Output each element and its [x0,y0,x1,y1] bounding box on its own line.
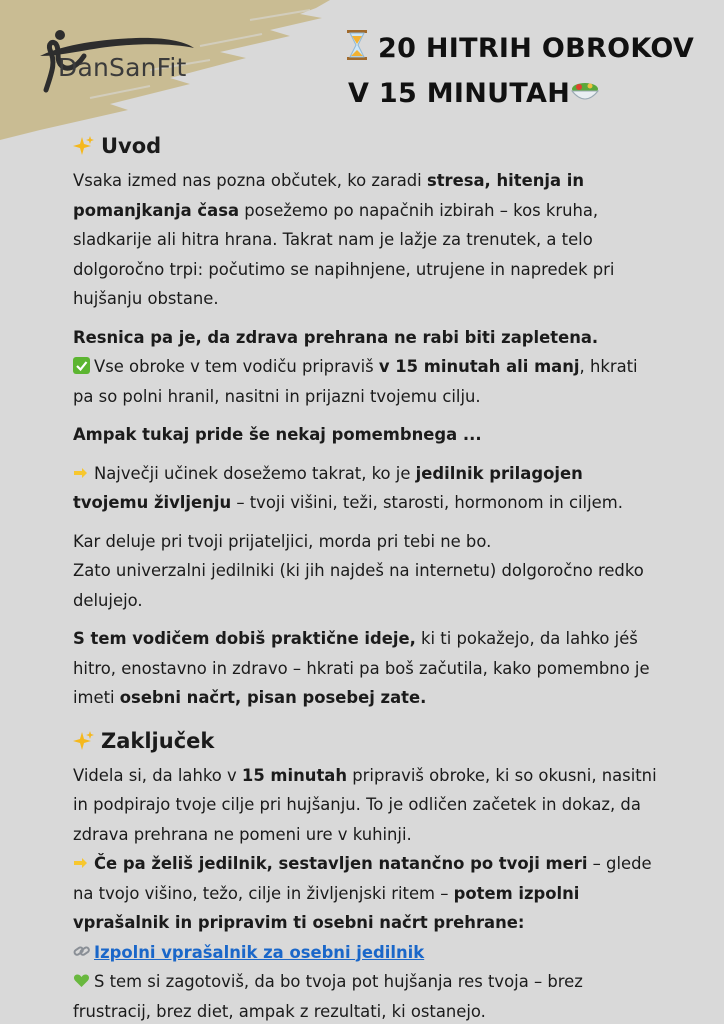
zakljucek-paragraph-2 [73,849,663,1024]
text: Kar deluje pri tvoji prijateljici, morda pri tebi ne bo. [73,531,492,551]
bold-text: osebni načrt, pisan posebej zate. [119,688,427,707]
bold-text: Če pa želiš jedilnik, sestavljen natančno po tvoji meri [94,854,588,873]
text: Zato univerzalni jedilniki (ki jih najdeš na internetu) dolgoročno redko delujejo. [73,561,644,610]
text: ki ti pokažejo, da lahko jéš hitro, enostavno in zdravo – hkrati pa boš začutila, kako pomembno je imeti [73,629,650,707]
green-heart-icon [73,972,90,989]
text: Največji učinek dosežemo takrat, ko je [94,463,416,483]
text: Vsaka izmed nas pozna občutek, ko zaradi [73,171,427,190]
text: pripraviš obroke, ki so okusni, nasitni in podpirajo tvoje cilje pri hujšanju. To je odličen začetek in dokaz, da zdrava prehrana ne pomeni ure v kuhinji. [73,765,657,844]
uvod-paragraph-5 [73,527,663,616]
section-heading-zakljucek [73,725,663,757]
bold-text: v 15 minutah ali manj [378,357,580,376]
title-line-1: 20 HITRIH OBROKOV [378,33,695,64]
text: , hkrati pa so polni hranil, nasitni in prijazni tvojemu cilju. [73,357,638,406]
link-icon [73,943,90,960]
uvod-paragraph-4 [73,459,663,518]
questionnaire-link[interactable]: Izpolni vprašalnik za osebni jedilnik [94,942,425,962]
bold-text: potem izpolni vprašalnik in pripravim ti osebni načrt prehrane: [73,883,580,932]
text: Vse obroke v tem vodiču pripraviš [94,357,379,376]
pointing-hand-icon [73,854,90,871]
check-mark-icon [73,357,90,374]
bold-text: 15 minutah [241,765,348,785]
salad-icon [570,79,600,103]
text: S tem si zagotoviš, da bo tvoja pot hujšanja res tvoja – brez frustracij, brez diet, ampak z rezultati, ki ostanejo. [73,972,583,1021]
text: – glede na tvojo višino, težo, cilje in življenjski ritem – [73,854,652,903]
title-line-2: V 15 MINUTAH [348,78,571,109]
zakljucek-paragraph-1 [73,761,663,850]
sparkles-icon [73,730,95,752]
section-heading-uvod [73,130,663,162]
bold-text: Ampak tukaj pride še nekaj pomembnega ... [73,425,482,444]
text: Videla si, da lahko v [73,765,242,785]
zakljucek-heading-text: Zaključek [101,728,215,753]
sparkles-icon [73,135,95,157]
bold-text: jedilnik prilagojen tvojemu življenju [73,463,583,512]
hourglass-icon [346,30,368,60]
pointing-hand-icon [73,464,90,481]
bold-text: stresa, hitenja in pomanjkanja časa [73,171,585,220]
main-content [73,130,663,1024]
logo-text: DanSanFit [58,53,187,82]
bold-text: S tem vodičem dobiš praktične ideje, [73,629,416,648]
text: – tvoji višini, teži, starosti, hormonom in ciljem. [231,493,623,512]
uvod-paragraph-1 [73,166,663,314]
page-title [346,26,716,116]
uvod-paragraph-6 [73,624,663,713]
text: posežemo po napačnih izbirah – kos kruha, sladkarije ali hitra hrana. Takrat nam je lažje za trenutek, a telo dolgoročno trpi: počutimo se napihnjene, utrujene in napredek pri hujšanju obstane. [73,200,615,308]
uvod-paragraph-3 [73,420,663,450]
uvod-heading-text: Uvod [101,134,162,158]
uvod-paragraph-2 [73,323,663,412]
bold-text: Resnica pa je, da zdrava prehrana ne rabi biti zapletena. [73,327,599,347]
